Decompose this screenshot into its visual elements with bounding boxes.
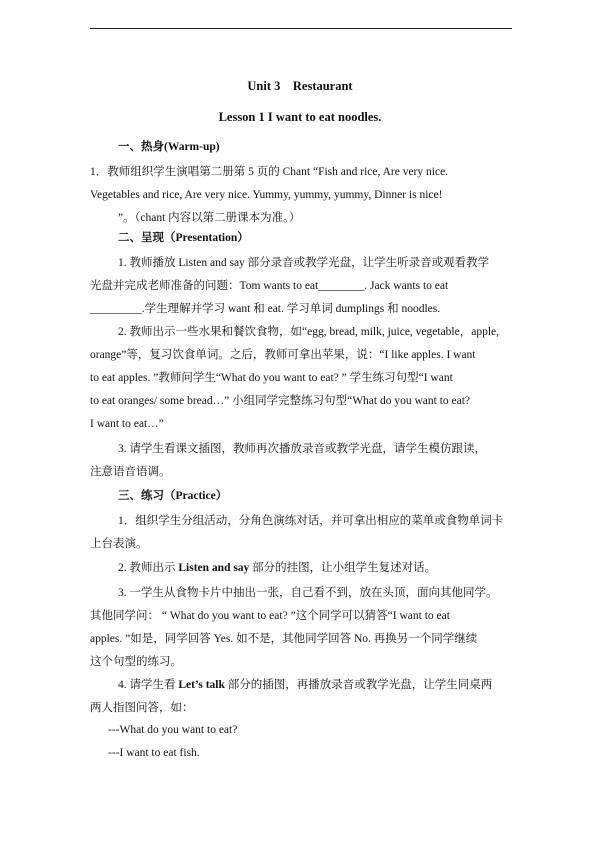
practice-line: 这个句型的练习。 bbox=[90, 656, 182, 668]
warmup-line: Vegetables and rice, Are very nice. Yummy, yummy, yummy, Dinner is nice! bbox=[90, 189, 443, 201]
dialogue-line: ---What do you want to eat? bbox=[108, 724, 238, 736]
lesson-title: Lesson 1 I want to eat noodles. bbox=[218, 110, 382, 124]
presentation-line: I want to eat…” bbox=[90, 418, 164, 430]
practice-line: 两人指图问答，如： bbox=[90, 702, 194, 714]
presentation-line: _________.学生理解并学习 want 和 eat. 学习单词 dumplings 和 noodles. bbox=[90, 303, 441, 315]
warmup-line: 1．教师组织学生演唱第二册第 5 页的 Chant “Fish and rice, Are very nice. bbox=[90, 166, 449, 178]
unit-title: Unit 3 Restaurant bbox=[247, 79, 353, 93]
practice-item-4 bbox=[118, 678, 492, 692]
practice-line: 上台表演。 bbox=[90, 538, 148, 550]
practice-item-2-post: 部分的挂图，让小组学生复述对话。 bbox=[249, 562, 437, 574]
presentation-line: orange”等，复习饮食单词。之后，教师可拿出苹果，说：“I like apples. I want bbox=[90, 349, 476, 361]
practice-item-2-pre: 2. 教师出示 bbox=[118, 562, 179, 574]
practice-item-4-post: 部分的插图，再播放录音或教学光盘，让学生同桌两 bbox=[224, 679, 493, 691]
practice-item-2-bold: Listen and say bbox=[178, 562, 250, 574]
practice-line: 3. 一学生从食物卡片中抽出一张，自己看不到，放在头顶，面向其他同学。 bbox=[118, 587, 498, 599]
warmup-line: ”。（chant 内容以第二册课本为准。） bbox=[118, 212, 301, 224]
practice-line: apples. ”如是，同学回答 Yes. 如不是，其他同学回答 No. 再换另一个同学继续 bbox=[90, 633, 478, 645]
presentation-heading: 二、呈现（Presentation） bbox=[118, 232, 249, 244]
practice-line: 1．组织学生分组活动，分角色演练对话，并可拿出相应的菜单或食物单词卡 bbox=[118, 515, 504, 527]
practice-heading: 三、练习（Practice） bbox=[118, 490, 228, 502]
top-rule bbox=[90, 28, 512, 29]
dialogue-line: ---I want to eat fish. bbox=[108, 747, 200, 759]
presentation-line: 光盘并完成老师准备的问题：Tom wants to eat________. Jack wants to eat bbox=[90, 280, 449, 292]
presentation-line: 1. 教师播放 Listen and say 部分录音或教学光盘，让学生听录音或观看教学 bbox=[118, 257, 490, 269]
practice-item-2 bbox=[118, 561, 436, 575]
practice-item-4-bold: Let’s talk bbox=[178, 679, 225, 691]
presentation-line: to eat oranges/ some bread…” 小组同学完整练习句型“What do you want to eat? bbox=[90, 395, 471, 407]
presentation-line: 2. 教师出示一些水果和餐饮食物，如“egg, bread, milk, juice, vegetable，apple, bbox=[118, 326, 500, 338]
presentation-line: 3. 请学生看课文插图，教师再次播放录音或教学光盘，请学生模仿跟读， bbox=[118, 443, 486, 455]
presentation-line: 注意语音语调。 bbox=[90, 466, 171, 478]
presentation-line: to eat apples. ”教师问学生“What do you want to eat? ” 学生练习句型“I want bbox=[90, 372, 453, 384]
practice-line: 其他同学问： “ What do you want to eat? ”这个同学可以猜答“I want to eat bbox=[90, 610, 450, 622]
warmup-heading: 一、热身(Warm-up) bbox=[118, 141, 220, 153]
practice-item-4-pre: 4. 请学生看 bbox=[118, 679, 179, 691]
